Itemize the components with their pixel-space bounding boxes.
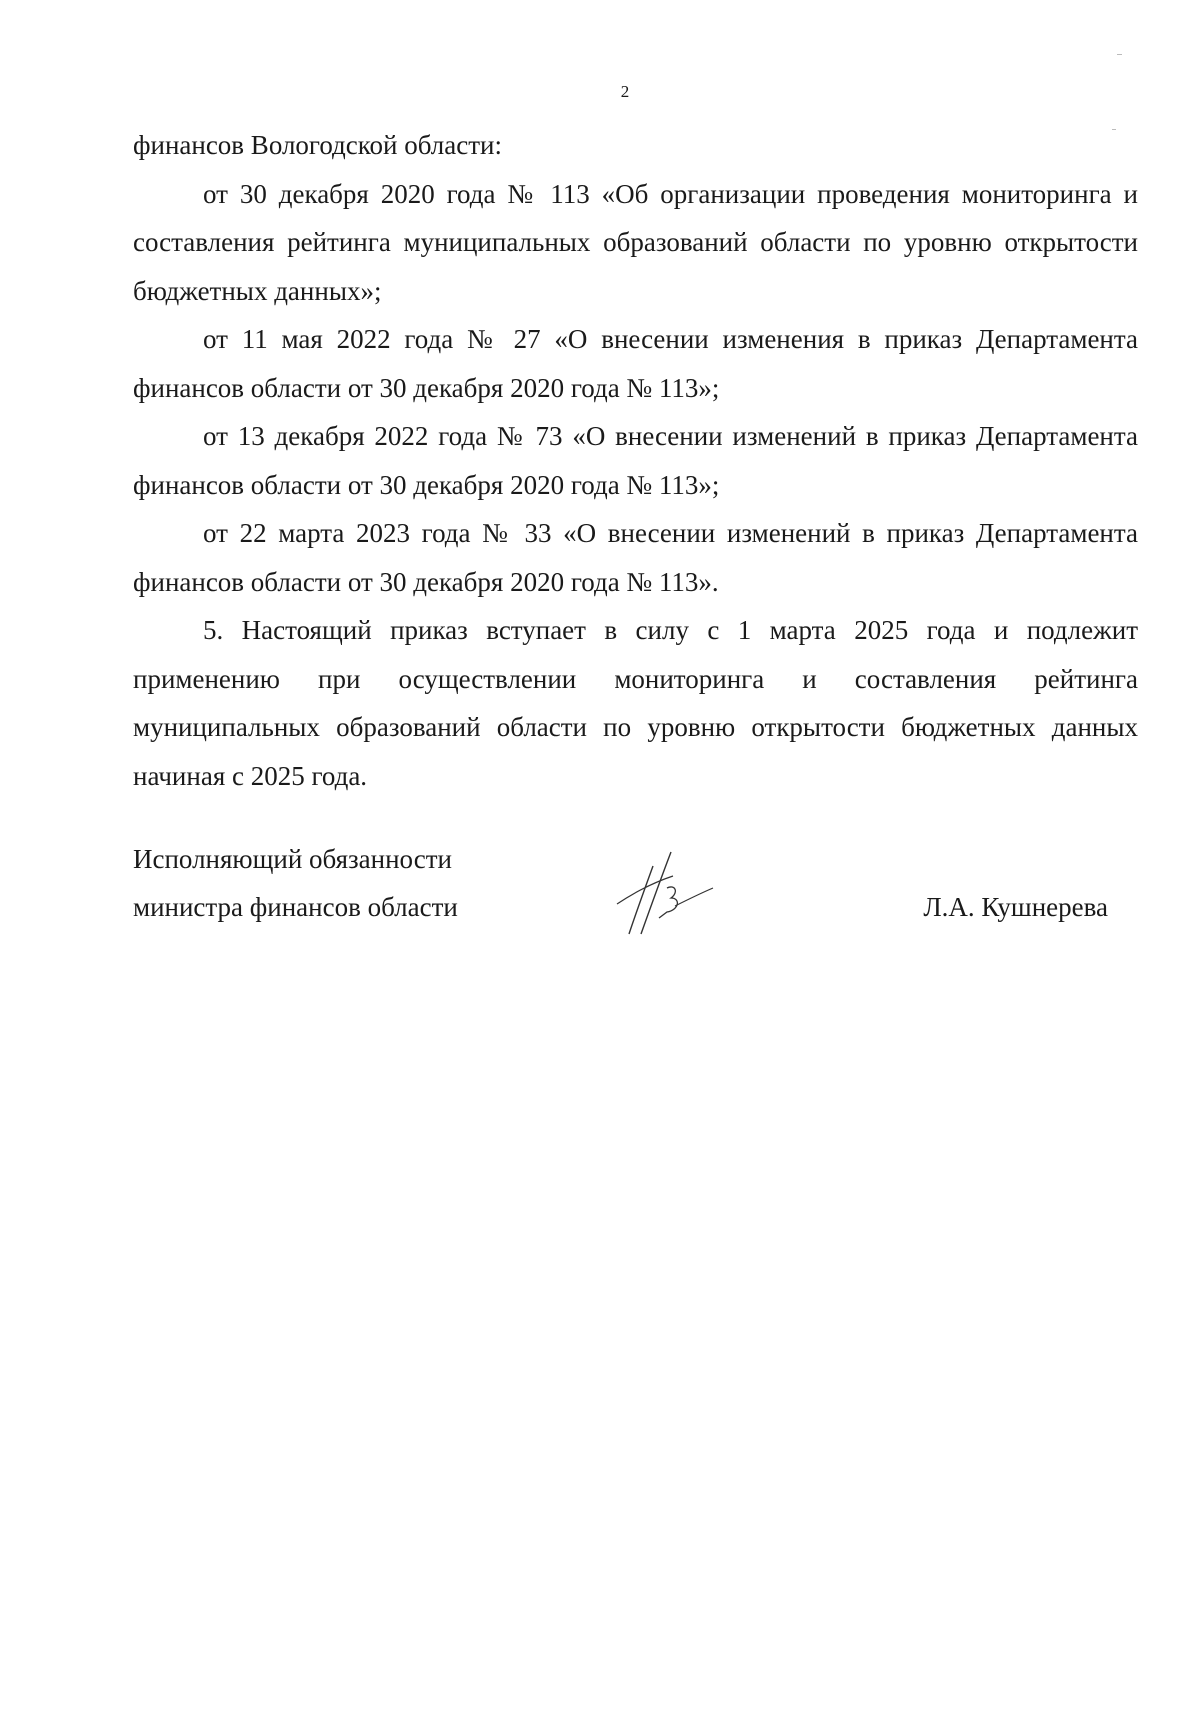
paragraph: от 22 марта 2023 года № 33 «О внесении изменений в приказ Департамента финансов области от 30 декабря 2020 года № 113». [133, 518, 1138, 597]
page-number: 2 [620, 82, 630, 101]
paragraph: финансов Вологодской области: [133, 130, 502, 160]
signatory-title-line: министра финансов области [133, 892, 458, 922]
signatory-title-line: Исполняющий обязанности [133, 844, 452, 874]
scan-speck [1117, 54, 1122, 55]
scan-speck [1112, 129, 1116, 130]
paragraph: от 13 декабря 2022 года № 73 «О внесении изменений в приказ Департамента финансов области от 30 декабря 2020 года № 113»; [133, 421, 1138, 500]
document-body [133, 121, 1138, 800]
paragraph: от 11 мая 2022 года № 27 «О внесении изменения в приказ Департамента финансов области от 30 декабря 2020 года № 113»; [133, 324, 1138, 403]
paragraph: 5. Настоящий приказ вступает в силу с 1 марта 2025 года и подлежит применению при осуществлении мониторинга и составления рейтинга муниципальных образований области по уровню открытости бюджетных данных начиная с 2025 года. [133, 615, 1138, 791]
paragraph: от 30 декабря 2020 года № 113 «Об организации проведения мониторинга и составления рейтинга муниципальных образований области по уровню открытости бюджетных данных»; [133, 178, 1138, 306]
signatory-name: Л.А. Кушнерева [923, 892, 1108, 922]
handwritten-signature-icon [615, 848, 715, 938]
